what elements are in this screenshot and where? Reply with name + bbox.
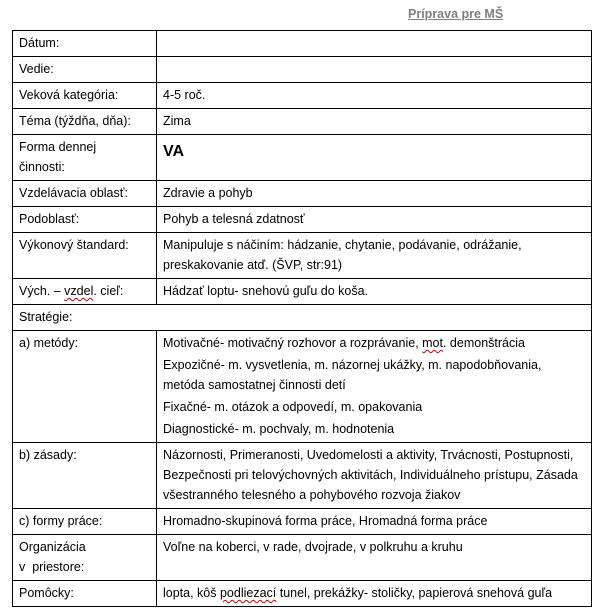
row-forma	[13, 135, 592, 181]
label-metody: a) metódy:	[13, 331, 157, 443]
label-datum: Dátum:	[13, 31, 157, 57]
row-vedie	[13, 57, 592, 83]
value-formy-prace: Hromadno-skupinová forma práce, Hromadná forma práce	[157, 509, 592, 535]
row-metody	[13, 331, 592, 443]
label-organizacia	[13, 535, 157, 581]
document-header: Príprava pre MŠ	[408, 7, 504, 21]
row-vzdelavacia-oblast	[13, 181, 592, 207]
label-organizacia-line1: Organizácia	[19, 540, 86, 554]
label-vedie: Vedie:	[13, 57, 157, 83]
metody-fixacne: Fixačné- m. otázok a odpovedí, m. opakovania	[163, 400, 423, 414]
value-metody	[157, 331, 592, 443]
label-forma-line1: Forma dennej	[19, 140, 97, 154]
value-forma	[157, 135, 592, 181]
metody-motivacne-text-b: . demonštrácia	[442, 336, 525, 350]
metody-expozicne: Expozičné- m. vysvetlenia, m. názornej ukážky, m. napodobňovania, metóda samostatnej činnosti detí	[163, 358, 542, 392]
row-zasady	[13, 443, 592, 509]
label-forma	[13, 135, 157, 181]
value-vekova-kategoria: 4-5 roč.	[157, 83, 592, 109]
label-pomocky: Pomôcky:	[13, 581, 157, 607]
value-vykonovy-standard: Manipuluje s náčiním: hádzanie, chytanie, podávanie, odrážanie, preskakovanie atď. (ŠVP, str:91)	[157, 233, 592, 279]
value-vedie	[157, 57, 592, 83]
row-formy-prace	[13, 509, 592, 535]
metody-diagnosticke: Diagnostické- m. pochvaly, m. hodnotenia	[163, 422, 395, 436]
value-organizacia: Voľne na koberci, v rade, dvojrade, v polkruhu a kruhu	[157, 535, 592, 581]
row-podoblast	[13, 207, 592, 233]
row-organizacia	[13, 535, 592, 581]
value-tema: Zima	[157, 109, 592, 135]
value-forma-text: VA	[163, 143, 185, 160]
label-ciel-prefix: Vých. –	[19, 284, 65, 298]
label-vzdelavacia-oblast: Vzdelávacia oblasť:	[13, 181, 157, 207]
value-datum	[157, 31, 592, 57]
label-tema: Téma (týždňa, dňa):	[13, 109, 157, 135]
row-vykonovy-standard	[13, 233, 592, 279]
row-datum	[13, 31, 592, 57]
label-ciel-suffix: . cieľ:	[93, 284, 124, 298]
label-podoblast: Podoblasť:	[13, 207, 157, 233]
row-vekova-kategoria	[13, 83, 592, 109]
label-forma-line2: činnosti:	[19, 160, 65, 174]
label-formy-prace: c) formy práce:	[13, 509, 157, 535]
row-strategie	[13, 305, 592, 331]
label-ciel-squiggle: vzdel	[64, 284, 94, 298]
metody-motivacne-text-a: Motivačné- motivačný rozhovor a rozprávanie,	[163, 336, 423, 350]
label-vykonovy-standard: Výkonový štandard:	[13, 233, 157, 279]
value-pomocky	[157, 581, 592, 607]
row-pomocky	[13, 581, 592, 607]
label-organizacia-line2: v priestore:	[19, 560, 85, 574]
pomocky-text-b: tunel, prekážky- stoličky, papierová snehová guľa	[276, 586, 553, 600]
label-zasady: b) zásady:	[13, 443, 157, 509]
pomocky-squiggle: podliezací	[219, 586, 277, 600]
label-vekova-kategoria: Veková kategória:	[13, 83, 157, 109]
value-podoblast: Pohyb a telesná zdatnosť	[157, 207, 592, 233]
metody-motivacne-squiggle: mot	[422, 336, 443, 350]
value-vzdelavacia-oblast: Zdravie a pohyb	[157, 181, 592, 207]
label-ciel	[13, 279, 157, 305]
row-tema	[13, 109, 592, 135]
metody-motivacne	[163, 333, 585, 353]
label-strategie: Stratégie:	[13, 305, 592, 331]
row-ciel	[13, 279, 592, 305]
value-ciel: Hádzať loptu- snehovú guľu do koša.	[157, 279, 592, 305]
preparation-form-table	[12, 30, 592, 607]
pomocky-text-a: lopta, kôš	[163, 586, 220, 600]
value-zasady: Názornosti, Primeranosti, Uvedomelosti a aktivity, Trvácnosti, Postupnosti, Bezpečnosti pri telovýchovných aktivitách, Individuálneho prístupu, Zásada všestranného telesného a pohybového rozvoja žiakov	[157, 443, 592, 509]
